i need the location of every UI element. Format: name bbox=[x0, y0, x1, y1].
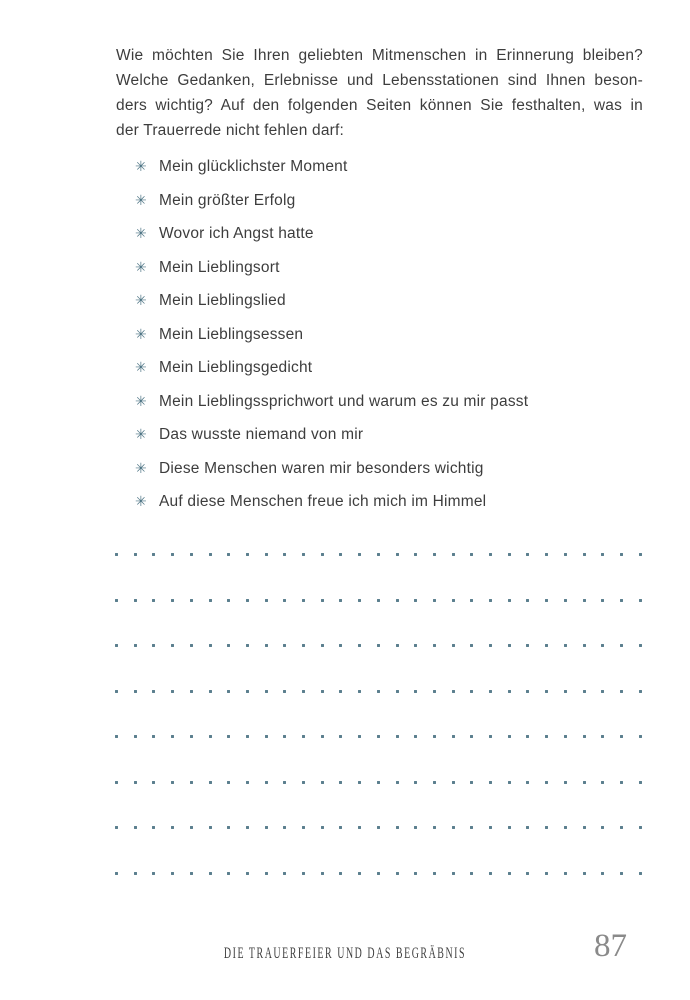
dot bbox=[620, 553, 623, 556]
dot bbox=[115, 735, 118, 738]
dot bbox=[564, 690, 567, 693]
dot bbox=[321, 553, 324, 556]
dot bbox=[639, 826, 642, 829]
asterisk-bullet-icon: ✳ bbox=[135, 326, 147, 343]
dot bbox=[470, 872, 473, 875]
dot bbox=[396, 781, 399, 784]
dot bbox=[134, 644, 137, 647]
dot bbox=[508, 599, 511, 602]
list-item-label: Mein größter Erfolg bbox=[159, 191, 296, 209]
dot bbox=[639, 644, 642, 647]
list-item bbox=[135, 224, 528, 244]
dot bbox=[190, 781, 193, 784]
list-item-label: Das wusste niemand von mir bbox=[159, 426, 364, 443]
dotted-line bbox=[115, 644, 642, 647]
dot bbox=[583, 690, 586, 693]
dot bbox=[209, 553, 212, 556]
dot bbox=[489, 599, 492, 602]
dot bbox=[489, 553, 492, 556]
dot bbox=[377, 599, 380, 602]
dot bbox=[358, 553, 361, 556]
list-item bbox=[135, 492, 528, 512]
dot bbox=[526, 690, 529, 693]
dot bbox=[414, 690, 417, 693]
dot bbox=[190, 599, 193, 602]
dot bbox=[489, 872, 492, 875]
dot bbox=[545, 781, 548, 784]
dot bbox=[358, 872, 361, 875]
dot bbox=[470, 735, 473, 738]
dotted-line bbox=[115, 826, 642, 829]
dot bbox=[377, 690, 380, 693]
dot bbox=[583, 644, 586, 647]
dot bbox=[526, 599, 529, 602]
dot bbox=[452, 735, 455, 738]
dot bbox=[283, 553, 286, 556]
dot bbox=[134, 735, 137, 738]
dot bbox=[152, 826, 155, 829]
dot bbox=[283, 644, 286, 647]
dot bbox=[115, 599, 118, 602]
dot bbox=[564, 644, 567, 647]
dot bbox=[283, 690, 286, 693]
dot bbox=[396, 872, 399, 875]
dot bbox=[302, 644, 305, 647]
dot bbox=[171, 872, 174, 875]
dot bbox=[302, 826, 305, 829]
list-item-label: Mein glücklichster Moment bbox=[159, 158, 348, 175]
dot bbox=[227, 781, 230, 784]
dot bbox=[321, 872, 324, 875]
dot bbox=[601, 781, 604, 784]
dot bbox=[545, 735, 548, 738]
dot bbox=[321, 690, 324, 693]
dot bbox=[209, 690, 212, 693]
dot bbox=[246, 690, 249, 693]
dot bbox=[265, 599, 268, 602]
dot bbox=[115, 872, 118, 875]
footer-section-title: DIE TRAUERFEIER UND DAS BEGRÄBNIS bbox=[223, 945, 467, 962]
dot bbox=[639, 781, 642, 784]
dot bbox=[152, 872, 155, 875]
dot bbox=[583, 599, 586, 602]
dot bbox=[134, 690, 137, 693]
dot bbox=[302, 553, 305, 556]
dot bbox=[190, 644, 193, 647]
list-item bbox=[135, 191, 528, 211]
dot bbox=[134, 599, 137, 602]
dot bbox=[115, 826, 118, 829]
dot bbox=[433, 735, 436, 738]
dot bbox=[246, 553, 249, 556]
dotted-line bbox=[115, 599, 642, 602]
list-item bbox=[135, 157, 528, 177]
dot bbox=[377, 553, 380, 556]
dot bbox=[601, 644, 604, 647]
dot bbox=[639, 599, 642, 602]
intro-line: ders wichtig? Auf den folgenden Seiten können Sie festhalten, was in bbox=[116, 97, 643, 114]
dot bbox=[246, 781, 249, 784]
dot bbox=[470, 826, 473, 829]
list-item-label: Wovor ich Angst hatte bbox=[159, 225, 314, 242]
dot bbox=[358, 781, 361, 784]
asterisk-bullet-icon: ✳ bbox=[135, 192, 147, 209]
dot bbox=[396, 644, 399, 647]
dot bbox=[433, 690, 436, 693]
dot bbox=[526, 644, 529, 647]
dot bbox=[339, 690, 342, 693]
dot bbox=[377, 826, 380, 829]
dot bbox=[321, 826, 324, 829]
topics-list bbox=[135, 157, 528, 526]
dot bbox=[358, 826, 361, 829]
dot bbox=[583, 553, 586, 556]
dot bbox=[171, 735, 174, 738]
dot bbox=[134, 781, 137, 784]
asterisk-bullet-icon: ✳ bbox=[135, 393, 147, 410]
intro-line: Wie möchten Sie Ihren geliebten Mitmenschen in Erinnerung bleiben? bbox=[116, 47, 643, 64]
list-item bbox=[135, 325, 528, 345]
dot bbox=[171, 553, 174, 556]
writing-area bbox=[115, 553, 642, 875]
dot bbox=[283, 599, 286, 602]
dot bbox=[227, 690, 230, 693]
dot bbox=[283, 826, 286, 829]
dot bbox=[171, 781, 174, 784]
list-item bbox=[135, 291, 528, 311]
dot bbox=[152, 644, 155, 647]
dot bbox=[452, 872, 455, 875]
dot bbox=[452, 690, 455, 693]
asterisk-bullet-icon: ✳ bbox=[135, 226, 147, 242]
list-item-label: Mein Lieblingsgedicht bbox=[159, 359, 313, 376]
dot bbox=[620, 872, 623, 875]
dot bbox=[321, 781, 324, 784]
dot bbox=[452, 781, 455, 784]
dot bbox=[302, 872, 305, 875]
dot bbox=[433, 553, 436, 556]
dot bbox=[489, 781, 492, 784]
dot bbox=[134, 872, 137, 875]
dot bbox=[508, 781, 511, 784]
dot bbox=[508, 872, 511, 875]
dot bbox=[227, 553, 230, 556]
dot bbox=[115, 553, 118, 556]
dotted-line bbox=[115, 781, 642, 784]
asterisk-bullet-icon: ✳ bbox=[135, 259, 147, 276]
list-item bbox=[135, 358, 528, 378]
dotted-line bbox=[115, 735, 642, 738]
dot bbox=[265, 553, 268, 556]
dot bbox=[265, 690, 268, 693]
dot bbox=[620, 826, 623, 829]
dot bbox=[620, 735, 623, 738]
dot bbox=[639, 553, 642, 556]
dot bbox=[302, 690, 305, 693]
dot bbox=[190, 735, 193, 738]
dot bbox=[414, 826, 417, 829]
dot bbox=[526, 553, 529, 556]
dot bbox=[302, 781, 305, 784]
dot bbox=[190, 690, 193, 693]
asterisk-bullet-icon: ✳ bbox=[135, 494, 147, 510]
dot bbox=[152, 781, 155, 784]
dot bbox=[414, 781, 417, 784]
dot bbox=[583, 781, 586, 784]
dot bbox=[377, 872, 380, 875]
dot bbox=[433, 826, 436, 829]
dot bbox=[339, 872, 342, 875]
dot bbox=[246, 872, 249, 875]
dot bbox=[470, 690, 473, 693]
dot bbox=[339, 735, 342, 738]
dot bbox=[414, 644, 417, 647]
list-item-label: Mein Lieblingssprichwort und warum es zu mir passt bbox=[159, 392, 529, 410]
list-item bbox=[135, 459, 528, 479]
dot bbox=[339, 644, 342, 647]
dot bbox=[414, 735, 417, 738]
dot bbox=[526, 826, 529, 829]
dot bbox=[302, 735, 305, 738]
dot bbox=[414, 599, 417, 602]
dot bbox=[601, 599, 604, 602]
dot bbox=[396, 735, 399, 738]
dot bbox=[526, 781, 529, 784]
dot bbox=[470, 781, 473, 784]
dot bbox=[452, 826, 455, 829]
dot bbox=[452, 553, 455, 556]
dot bbox=[190, 826, 193, 829]
dot bbox=[489, 735, 492, 738]
list-item-label: Auf diese Menschen freue ich mich im Himmel bbox=[159, 493, 487, 510]
dot bbox=[601, 553, 604, 556]
dot bbox=[564, 599, 567, 602]
dot bbox=[227, 644, 230, 647]
dot bbox=[227, 735, 230, 738]
dot bbox=[246, 735, 249, 738]
asterisk-bullet-icon: ✳ bbox=[135, 427, 147, 443]
dot bbox=[470, 553, 473, 556]
dot bbox=[246, 826, 249, 829]
dot bbox=[526, 735, 529, 738]
dot bbox=[639, 690, 642, 693]
dot bbox=[209, 735, 212, 738]
dot bbox=[377, 781, 380, 784]
dot bbox=[508, 553, 511, 556]
page-number: 87 bbox=[594, 928, 627, 964]
dot bbox=[227, 826, 230, 829]
dot bbox=[583, 826, 586, 829]
dot bbox=[339, 826, 342, 829]
dot bbox=[414, 872, 417, 875]
dot bbox=[134, 553, 137, 556]
dot bbox=[564, 826, 567, 829]
dot bbox=[620, 599, 623, 602]
dot bbox=[620, 644, 623, 647]
dot bbox=[508, 826, 511, 829]
dotted-line bbox=[115, 553, 642, 556]
dot bbox=[564, 781, 567, 784]
dot bbox=[283, 872, 286, 875]
dot bbox=[358, 644, 361, 647]
dot bbox=[433, 781, 436, 784]
dot bbox=[302, 599, 305, 602]
dot bbox=[227, 599, 230, 602]
dot bbox=[564, 872, 567, 875]
dot bbox=[508, 690, 511, 693]
dot bbox=[209, 826, 212, 829]
list-item-label: Diese Menschen waren mir besonders wichtig bbox=[159, 459, 484, 477]
dot bbox=[377, 735, 380, 738]
dot bbox=[246, 599, 249, 602]
dot bbox=[134, 826, 137, 829]
dot bbox=[209, 872, 212, 875]
dot bbox=[339, 553, 342, 556]
asterisk-bullet-icon: ✳ bbox=[135, 159, 147, 175]
intro-line: der Trauerrede nicht fehlen darf: bbox=[116, 122, 345, 139]
dot bbox=[358, 599, 361, 602]
dot bbox=[489, 644, 492, 647]
dot bbox=[470, 599, 473, 602]
dot bbox=[489, 690, 492, 693]
dot bbox=[639, 735, 642, 738]
dot bbox=[620, 690, 623, 693]
dot bbox=[396, 826, 399, 829]
dot bbox=[339, 781, 342, 784]
dot bbox=[171, 599, 174, 602]
dot bbox=[508, 644, 511, 647]
list-item bbox=[135, 258, 528, 278]
asterisk-bullet-icon: ✳ bbox=[135, 360, 147, 376]
dot bbox=[115, 690, 118, 693]
dot bbox=[283, 781, 286, 784]
dot bbox=[433, 872, 436, 875]
dot bbox=[601, 690, 604, 693]
dot bbox=[265, 872, 268, 875]
dot bbox=[115, 781, 118, 784]
asterisk-bullet-icon: ✳ bbox=[135, 460, 147, 477]
list-item bbox=[135, 392, 528, 412]
dot bbox=[171, 644, 174, 647]
intro-line: Welche Gedanken, Erlebnisse und Lebensstationen sind Ihnen beson- bbox=[116, 72, 643, 89]
dot bbox=[583, 735, 586, 738]
list-item-label: Mein Lieblingslied bbox=[159, 292, 286, 309]
asterisk-bullet-icon: ✳ bbox=[135, 293, 147, 309]
dot bbox=[639, 872, 642, 875]
list-item-label: Mein Lieblingsort bbox=[159, 258, 280, 276]
dot bbox=[321, 644, 324, 647]
dot bbox=[545, 690, 548, 693]
dot bbox=[265, 781, 268, 784]
dot bbox=[265, 644, 268, 647]
dot bbox=[227, 872, 230, 875]
dot bbox=[152, 599, 155, 602]
dot bbox=[508, 735, 511, 738]
dot bbox=[452, 599, 455, 602]
dot bbox=[190, 872, 193, 875]
dot bbox=[601, 735, 604, 738]
dot bbox=[152, 690, 155, 693]
dot bbox=[283, 735, 286, 738]
dot bbox=[209, 644, 212, 647]
dot bbox=[339, 599, 342, 602]
dot bbox=[358, 735, 361, 738]
dot bbox=[115, 644, 118, 647]
dot bbox=[433, 644, 436, 647]
dot bbox=[190, 553, 193, 556]
dot bbox=[171, 690, 174, 693]
dot bbox=[545, 599, 548, 602]
dotted-line bbox=[115, 872, 642, 875]
dot bbox=[601, 872, 604, 875]
dot bbox=[545, 644, 548, 647]
dot bbox=[321, 599, 324, 602]
dot bbox=[414, 553, 417, 556]
dot bbox=[396, 553, 399, 556]
dot bbox=[452, 644, 455, 647]
list-item-label: Mein Lieblingsessen bbox=[159, 325, 304, 343]
dot bbox=[601, 826, 604, 829]
dot bbox=[171, 826, 174, 829]
dot bbox=[470, 644, 473, 647]
dot bbox=[265, 826, 268, 829]
dot bbox=[564, 553, 567, 556]
dot bbox=[545, 872, 548, 875]
dot bbox=[209, 599, 212, 602]
dot bbox=[583, 872, 586, 875]
dot bbox=[209, 781, 212, 784]
dot bbox=[545, 826, 548, 829]
dot bbox=[152, 735, 155, 738]
dot bbox=[433, 599, 436, 602]
dot bbox=[396, 690, 399, 693]
list-item bbox=[135, 425, 528, 445]
dot bbox=[620, 781, 623, 784]
dot bbox=[489, 826, 492, 829]
dot bbox=[246, 644, 249, 647]
dot bbox=[265, 735, 268, 738]
dot bbox=[377, 644, 380, 647]
dot bbox=[545, 553, 548, 556]
dot bbox=[526, 872, 529, 875]
dot bbox=[396, 599, 399, 602]
intro-paragraph bbox=[116, 43, 643, 143]
dotted-line bbox=[115, 690, 642, 693]
dot bbox=[358, 690, 361, 693]
dot bbox=[152, 553, 155, 556]
dot bbox=[321, 735, 324, 738]
dot bbox=[564, 735, 567, 738]
